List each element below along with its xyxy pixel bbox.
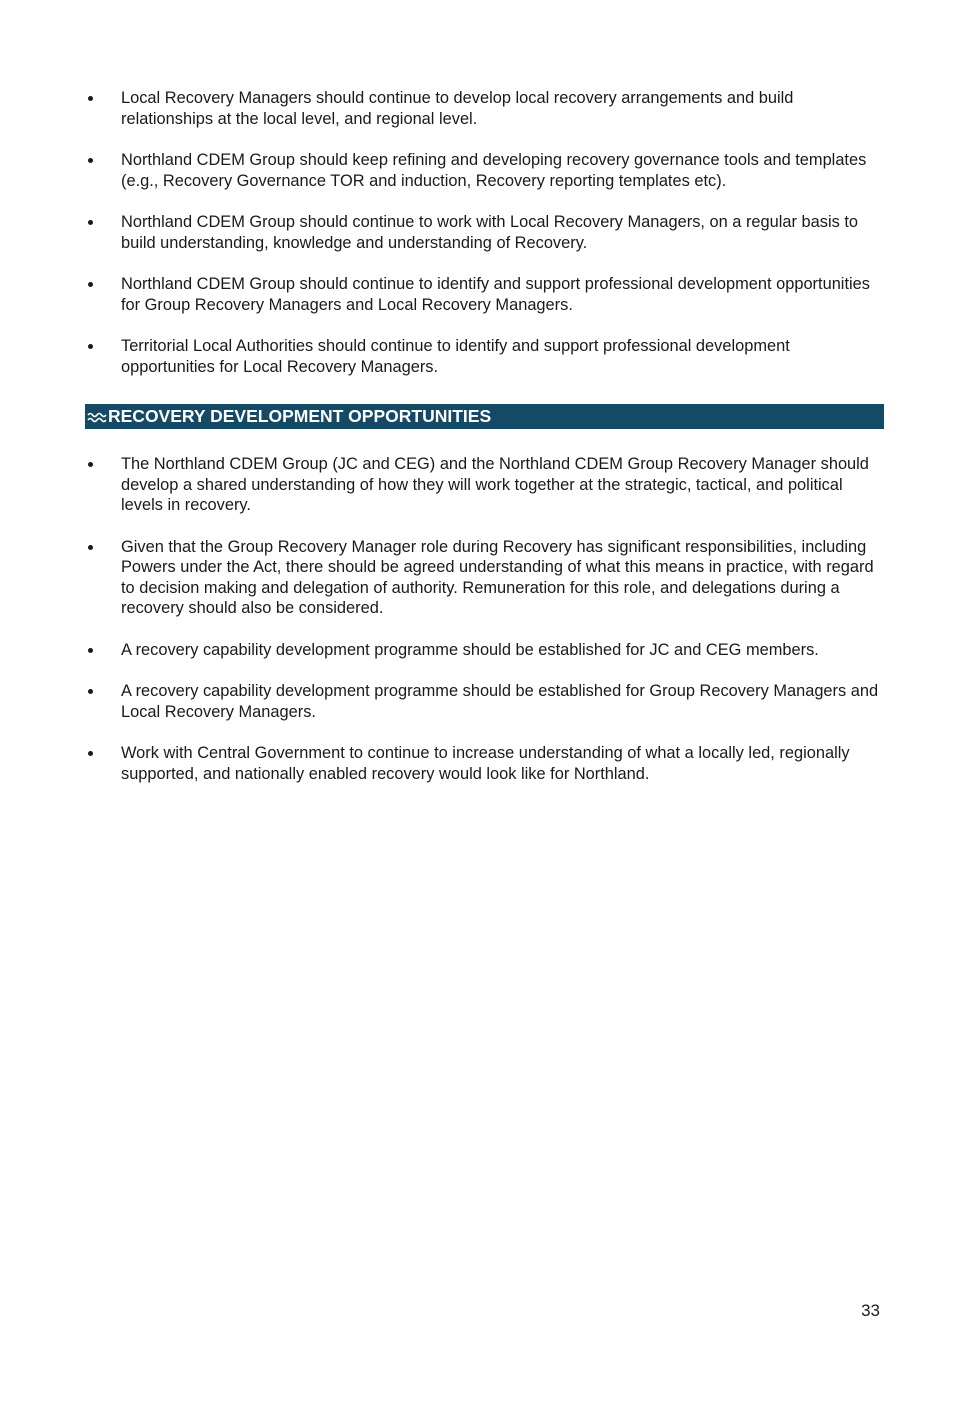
list-item-text: The Northland CDEM Group (JC and CEG) and the Northland CDEM Group Recovery Manager should develop a shared understanding of how they will work together at the strategic, tactical, and political levels in recovery.	[121, 455, 869, 514]
list-item-text: Northland CDEM Group should continue to work with Local Recovery Managers, on a regular basis to build understanding, knowledge and understanding of Recovery.	[121, 213, 859, 252]
list-item	[85, 274, 885, 315]
list-item	[85, 336, 885, 377]
list-item	[85, 640, 885, 661]
bullet-icon	[88, 282, 93, 287]
list-item	[85, 150, 885, 191]
list-item-text: Work with Central Government to continue to increase understanding of what a locally led, regionally supported, and nationally enabled recovery would look like for Northland.	[121, 744, 850, 783]
bullet-icon	[88, 96, 93, 101]
bullet-icon	[88, 545, 93, 550]
list-item-text: A recovery capability development programme should be established for JC and CEG members.	[121, 640, 819, 659]
list-item	[85, 88, 885, 129]
list-item	[85, 681, 885, 722]
wave-icon	[87, 410, 107, 424]
section-heading-bar	[85, 404, 884, 429]
list-item	[85, 537, 885, 619]
bullet-icon	[88, 689, 93, 694]
list-item-text: Territorial Local Authorities should continue to identify and support professional development opportunities for Local Recovery Managers.	[121, 337, 790, 376]
bullet-icon	[88, 462, 93, 467]
list-item-text: Northland CDEM Group should continue to identify and support professional development opportunities for Group Recovery Managers and Local Recovery Managers.	[121, 275, 870, 314]
opportunities-bullet-list	[85, 454, 885, 805]
intro-bullet-list	[85, 88, 885, 398]
list-item-text: Given that the Group Recovery Manager role during Recovery has significant responsibilities, including Powers under the Act, there should be agreed understanding of what this means in practice, with regard to decision making and delegation of authority. Remuneration for this role, and delegations during a recovery should also be considered.	[121, 537, 874, 617]
list-item	[85, 454, 885, 516]
list-item	[85, 743, 885, 784]
list-item	[85, 212, 885, 253]
bullet-icon	[88, 344, 93, 349]
list-item-text: A recovery capability development programme should be established for Group Recovery Managers and Local Recovery Managers.	[121, 682, 879, 721]
list-item-text: Northland CDEM Group should keep refining and developing recovery governance tools and templates (e.g., Recovery Governance TOR and induction, Recovery reporting templates etc).	[121, 151, 867, 190]
bullet-icon	[88, 751, 93, 756]
list-item-text: Local Recovery Managers should continue to develop local recovery arrangements and build relationships at the local level, and regional level.	[121, 89, 794, 128]
bullet-icon	[88, 158, 93, 163]
bullet-icon	[88, 220, 93, 225]
page-number: 33	[861, 1301, 880, 1320]
section-title: RECOVERY DEVELOPMENT OPPORTUNITIES	[108, 406, 492, 426]
bullet-icon	[88, 648, 93, 653]
